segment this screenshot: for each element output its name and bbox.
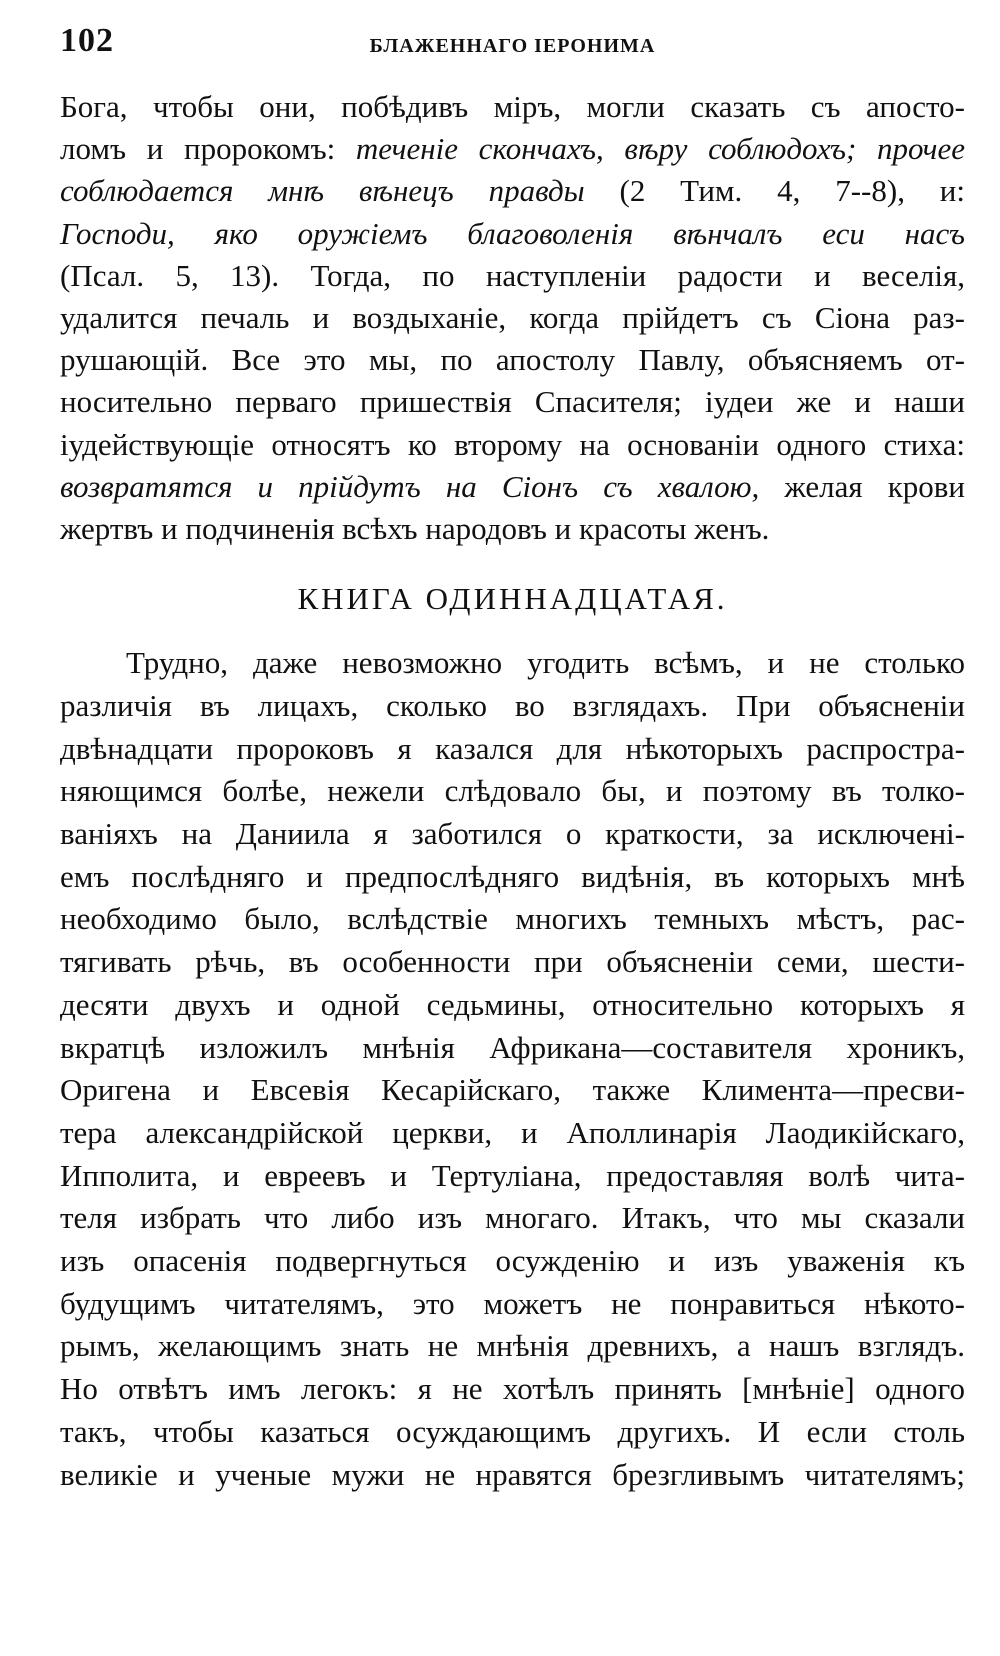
text-run: носительно перваго пришествiя Спасителя; iудеи же и наши [60,384,965,420]
text-line: тера александрiйской церкви, и Аполлинарiя Лаодикiйскаго, [60,1114,965,1150]
text-line: рымъ, желающимъ знать не мнѣнiя древнихъ, а нашъ взглядъ. [60,1328,965,1364]
text-run: Бога, чтобы они, побѣдивъ мiръ, могли сказать съ апосто- [60,89,965,124]
italic-quote: возвратятся и прiйдутъ на Сiонъ съ хвалою, [60,468,760,504]
text-line [60,170,965,212]
paragraph-continuation [60,86,965,550]
text-line: двѣнадцати пророковъ я казался для нѣкоторыхъ распростра- [60,730,965,766]
text-line [60,86,965,128]
text-line: вкратцѣ изложилъ мнѣнiя Африкана—составителя хроникъ, [60,1029,965,1065]
text-line: великiе и ученые мужи не нравятся брезгливымъ читателямъ; [60,1456,965,1492]
text-line [60,508,965,550]
running-head: БЛАЖЕННАГО IЕРОНИМА [369,35,656,57]
text-run: желая крови [759,468,965,504]
text-line: будущимъ читателямъ, это можетъ не понравиться нѣкото- [60,1285,965,1321]
book-page [60,22,965,1496]
text-line [60,213,965,255]
text-line [60,339,965,381]
text-run: (2 Тим. 4, 7--8), и: [584,173,966,209]
italic-quote: Господи, яко оружiемъ благоволенiя вѣнчалъ еси насъ [60,215,965,251]
text-line: такъ, чтобы казаться осуждающимъ другихъ. И если столь [60,1413,965,1449]
text-line: Оригена и Евсевiя Кесарiйскаго, также Климента—пресви- [60,1072,965,1108]
text-line: теля избрать что либо изъ многаго. Итакъ, что мы сказали [60,1200,965,1236]
text-line: необходимо было, вслѣдствiе многихъ темныхъ мѣстъ, рас- [60,901,965,937]
text-run: рушающiй. Все это мы, по апостолу Павлу, объясняемъ от- [60,342,965,378]
text-line: Но отвѣтъ имъ легокъ: я не хотѣлъ принять [мнѣнiе] одного [60,1371,965,1407]
text-run: удалится печаль и воздыханiе, когда прiйдетъ съ Сiона раз- [60,300,965,336]
text-line [60,128,965,170]
italic-quote: соблюдается мнѣ вѣнецъ правды [60,173,585,209]
chapter-title: КНИГА ОДИННАДЦАТАЯ. [297,581,728,617]
text-run: iудействующiе относятъ ко второму на основанiи одного стиха: [60,426,965,462]
chapter-opening-paragraph [60,642,965,1496]
text-line: емъ послѣдняго и предпослѣдняго видѣнiя, въ которыхъ мнѣ [60,858,965,894]
text-line: тягивать рѣчь, въ особенности при объясненiи семи, шести- [60,944,965,980]
text-line [60,466,965,508]
text-run: ломъ и пророкомъ: [60,131,356,167]
text-line: различiя въ лицахъ, сколько во взглядахъ. При объясненiи [60,687,965,723]
text-line [60,255,965,297]
text-line: Ипполита, и евреевъ и Тертулiана, предоставляя волѣ чита- [60,1157,965,1193]
text-line [60,424,965,466]
text-line: изъ опасенiя подвергнуться осужденiю и изъ уваженiя къ [60,1243,965,1279]
text-line: десяти двухъ и одной седьмины, относительно которыхъ я [60,986,965,1022]
text-line [60,381,965,423]
text-line: Трудно, даже невозможно угодить всѣмъ, и не столько [126,645,965,681]
italic-quote: теченiе скончахъ, вѣру соблюдохъ; прочее [355,131,965,167]
text-run: жертвъ и подчиненiя всѣхъ народовъ и красоты женъ. [60,511,770,547]
text-line: няющимся болѣе, нежели слѣдовало бы, и поэтому въ толко- [60,773,965,809]
text-line [60,297,965,339]
page-number: 102 [60,22,114,59]
text-run: (Псал. 5, 13). Тогда, по наступленiи радости и веселiя, [60,257,965,293]
page-header [60,22,965,72]
text-line: ванiяхъ на Даниила я заботился о краткости, за исключенi- [60,816,965,852]
